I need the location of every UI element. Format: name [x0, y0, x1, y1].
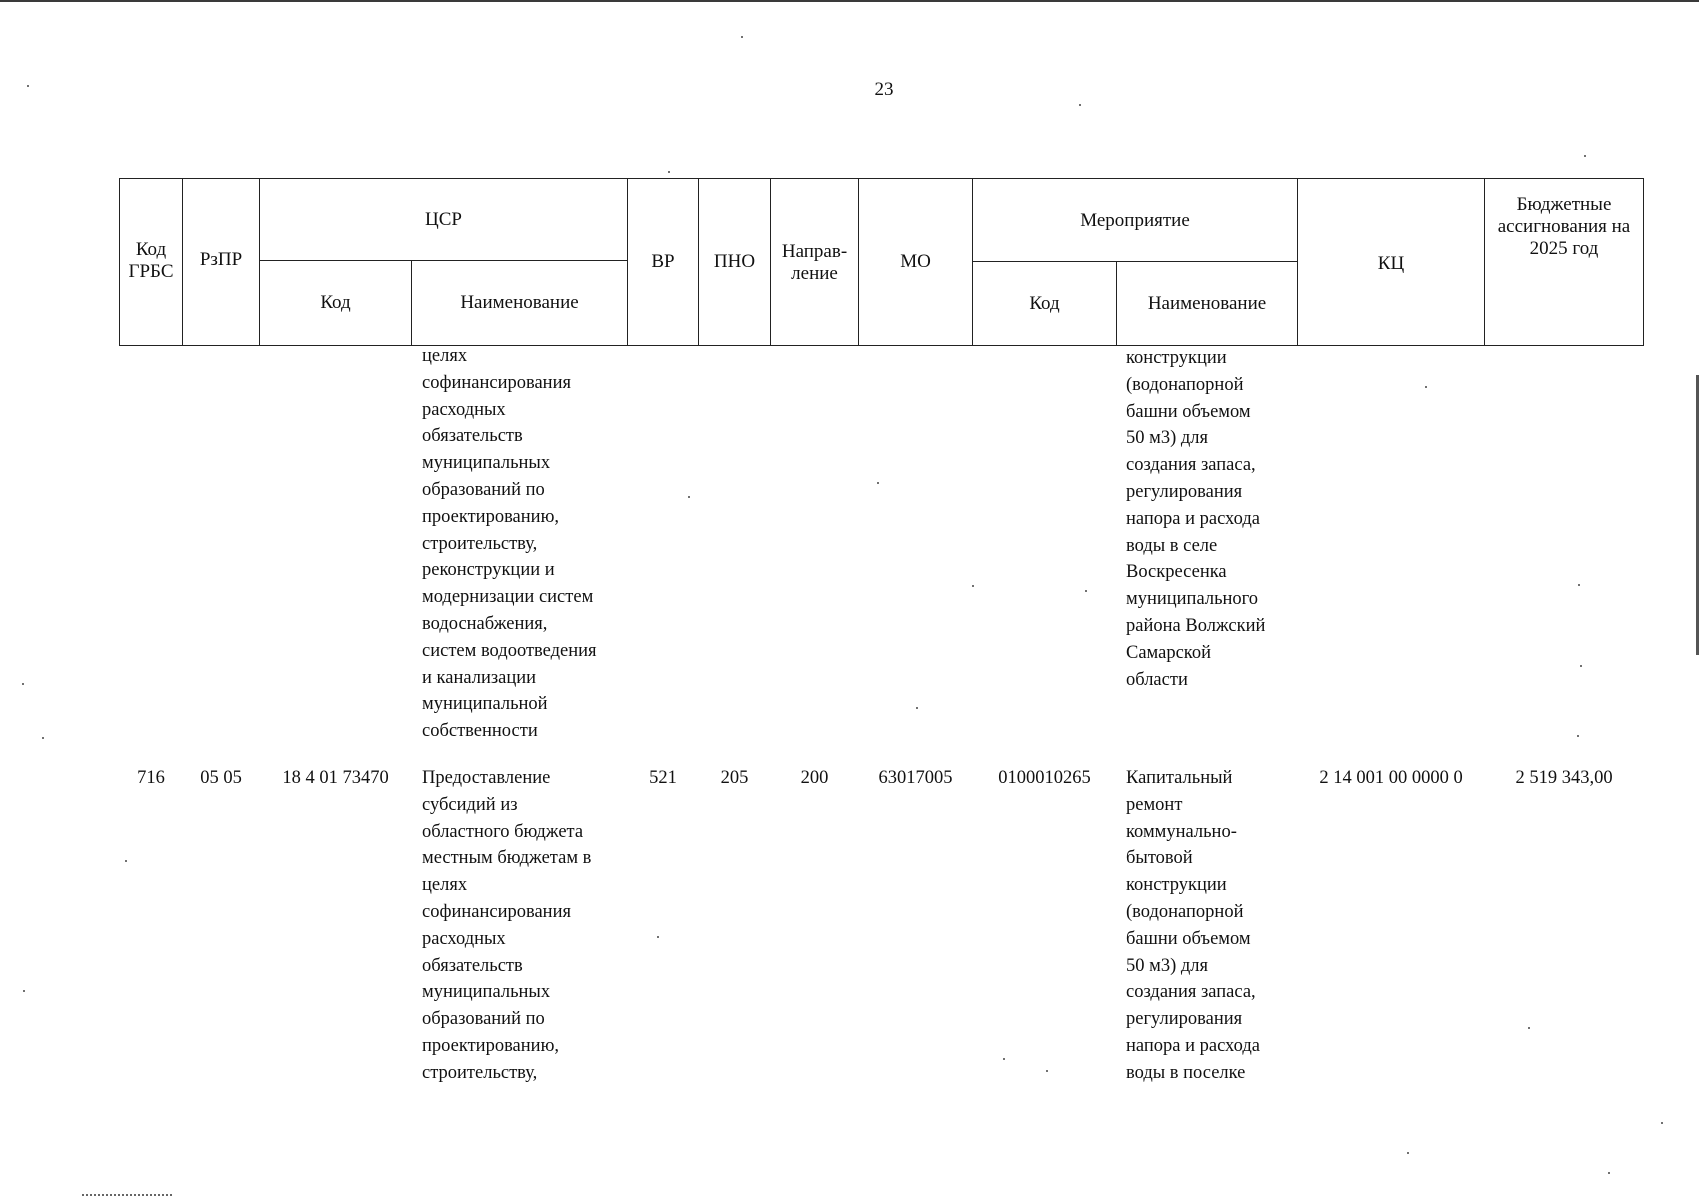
scan-dot: [1584, 155, 1586, 157]
scan-dot: [1577, 735, 1579, 737]
page-number: 23: [874, 79, 894, 100]
header-meropriyatie: Мероприятие: [1080, 210, 1190, 231]
scan-dot: [1003, 1058, 1005, 1060]
header-mo: МО: [900, 251, 931, 272]
scan-dot: [741, 36, 743, 38]
scan-dot: [42, 737, 44, 739]
row2-csr-name: Предоставление субсидий из областного бюджета местным бюджетам в целях софинансирования расходных обязательств муниципальных образований по проектированию, строительству,: [422, 768, 592, 1083]
row1-mer-name: конструкции (водонапорной башни объемом 50 м3) для создания запаса, регулирования напора и расхода воды в селе Воскресенка муниципального района Волжский Самарской области: [1126, 348, 1266, 690]
scan-dot: [1425, 386, 1427, 388]
header-csr-kod: Код: [320, 292, 351, 313]
header-mer-name: Наименование: [1147, 293, 1267, 314]
row2-pno: 205: [720, 768, 749, 788]
scan-dot: [1079, 104, 1081, 106]
scan-footer-mark: [82, 1194, 172, 1199]
scan-dot: [657, 936, 659, 938]
scan-dot: [688, 496, 690, 498]
scan-dot: [1661, 1122, 1663, 1124]
scan-dot: [1046, 1070, 1048, 1072]
scan-dot: [1085, 590, 1087, 592]
row1-csr-name: целях софинансирования расходных обязательств муниципальных образований по проектированию, строительству, реконструкции и модернизации систем водоснабжения, систем водоотведения и канализации муниципальной собственности: [422, 346, 597, 742]
header-mer-kod: Код: [1029, 293, 1060, 314]
row2-vr: 521: [649, 768, 677, 788]
row2-mer-kod: 0100010265: [998, 768, 1091, 788]
scan-dot: [877, 482, 879, 484]
header-csr: ЦСР: [425, 209, 462, 230]
header-budget: Бюджетные ассигнования на 2025 год: [1497, 194, 1631, 259]
header-csr-name: Наименование: [460, 292, 579, 313]
scan-dot: [1528, 1027, 1530, 1029]
scan-dot: [1580, 665, 1582, 667]
row2-kod-grbs: 716: [137, 768, 165, 788]
header-kc: КЦ: [1377, 253, 1405, 274]
top-border: [0, 0, 1699, 2]
row2-csr-kod: 18 4 01 73470: [282, 768, 389, 788]
scan-dot: [668, 171, 670, 173]
header-napravlenie: Направ- ление: [781, 241, 848, 284]
row2-napravlenie: 200: [800, 768, 829, 788]
header-vr: ВР: [651, 251, 675, 272]
scan-dot: [1608, 1172, 1610, 1174]
row2-budget: 2 519 343,00: [1515, 768, 1613, 788]
row2-mer-name: Капитальный ремонт коммунально- бытовой конструкции (водонапорной башни объемом 50 м3) для создания запаса, регулирования напора и расхода воды в поселке: [1126, 768, 1260, 1083]
header-kod-grbs: Код ГРБС: [128, 239, 174, 282]
row2-kc: 2 14 001 00 0000 0: [1319, 768, 1463, 788]
row2-rzpr: 05 05: [200, 768, 242, 788]
header-pno: ПНО: [713, 251, 756, 272]
scan-dot: [972, 585, 974, 587]
scan-dot: [1407, 1152, 1409, 1154]
scan-dot: [23, 990, 25, 992]
scan-dot: [916, 707, 918, 709]
header-rzpr: РзПР: [199, 249, 243, 270]
scan-dot: [1578, 584, 1580, 586]
scan-dot: [22, 683, 24, 685]
scan-dot: [27, 85, 29, 87]
row2-mo: 63017005: [878, 768, 953, 788]
scan-dot: [125, 860, 127, 862]
